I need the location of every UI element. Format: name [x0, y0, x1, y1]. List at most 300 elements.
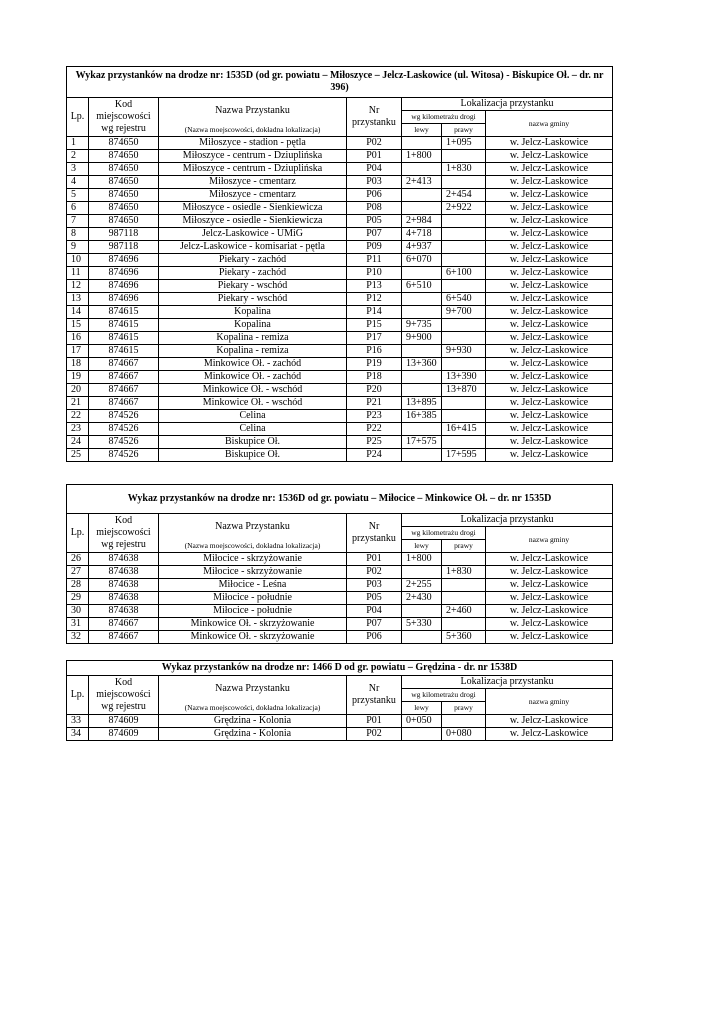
- cell-km-prawy: 13+390: [442, 371, 486, 384]
- table-row: [67, 241, 613, 254]
- header-gmina: nazwa gminy: [486, 689, 613, 715]
- cell-gmina: w. Jelcz-Laskowice: [486, 267, 613, 280]
- header-kod: Kod miejscowości wg rejestru: [89, 98, 159, 137]
- cell-nr: P03: [347, 176, 402, 189]
- cell-km-prawy: 9+930: [442, 345, 486, 358]
- cell-lp: 1: [67, 137, 89, 150]
- cell-nr: P12: [347, 293, 402, 306]
- cell-nr: P14: [347, 306, 402, 319]
- header-lokalizacja: Lokalizacja przystanku: [402, 676, 613, 689]
- cell-nazwa: Miłocice - południe: [159, 592, 347, 605]
- cell-nr: P13: [347, 280, 402, 293]
- cell-lp: 18: [67, 358, 89, 371]
- cell-nazwa: Kopalina - remiza: [159, 332, 347, 345]
- cell-gmina: w. Jelcz-Laskowice: [486, 436, 613, 449]
- table-row: [67, 280, 613, 293]
- cell-nazwa: Minkowice Oł. - zachód: [159, 371, 347, 384]
- table-row: [67, 202, 613, 215]
- header-wg-km: wg kilometrażu drogi: [402, 111, 486, 124]
- cell-km-lewy: [402, 293, 442, 306]
- cell-gmina: w. Jelcz-Laskowice: [486, 371, 613, 384]
- cell-gmina: w. Jelcz-Laskowice: [486, 410, 613, 423]
- cell-km-lewy: 17+575: [402, 436, 442, 449]
- cell-nr: P05: [347, 592, 402, 605]
- cell-nr: P02: [347, 566, 402, 579]
- cell-kod: 874650: [89, 150, 159, 163]
- cell-nazwa: Miłoszyce - stadion - pętla: [159, 137, 347, 150]
- table-title: Wykaz przystanków na drodze nr: 1536D od gr. powiatu – Miłocice – Minkowice Oł. – dr. nr 1535D: [67, 485, 613, 514]
- cell-km-prawy: [442, 715, 486, 728]
- table-row: [67, 371, 613, 384]
- cell-nazwa: Miłoszyce - centrum - Dziuplińska: [159, 163, 347, 176]
- cell-km-lewy: [402, 384, 442, 397]
- cell-nr: P05: [347, 215, 402, 228]
- cell-km-prawy: 0+080: [442, 728, 486, 741]
- table-body: [67, 553, 613, 644]
- cell-lp: 4: [67, 176, 89, 189]
- cell-km-prawy: [442, 241, 486, 254]
- cell-nazwa: Kopalina - remiza: [159, 345, 347, 358]
- cell-nazwa: Miłoszyce - cmentarz: [159, 189, 347, 202]
- cell-gmina: w. Jelcz-Laskowice: [486, 332, 613, 345]
- cell-km-prawy: 6+540: [442, 293, 486, 306]
- table-row: [67, 228, 613, 241]
- cell-nr: P01: [347, 553, 402, 566]
- cell-nazwa: Piekary - zachód: [159, 267, 347, 280]
- header-nazwa: Nazwa Przystanku: [159, 514, 347, 540]
- cell-gmina: w. Jelcz-Laskowice: [486, 293, 613, 306]
- cell-gmina: w. Jelcz-Laskowice: [486, 423, 613, 436]
- cell-lp: 16: [67, 332, 89, 345]
- cell-kod: 874638: [89, 579, 159, 592]
- cell-km-prawy: [442, 280, 486, 293]
- cell-kod: 874609: [89, 728, 159, 741]
- cell-km-prawy: 13+870: [442, 384, 486, 397]
- cell-gmina: w. Jelcz-Laskowice: [486, 202, 613, 215]
- cell-km-lewy: [402, 371, 442, 384]
- cell-km-lewy: [402, 449, 442, 462]
- cell-kod: 874667: [89, 618, 159, 631]
- cell-km-lewy: 2+413: [402, 176, 442, 189]
- cell-kod: 874696: [89, 267, 159, 280]
- cell-km-lewy: [402, 345, 442, 358]
- cell-nazwa: Jelcz-Laskowice - komisariat - pętla: [159, 241, 347, 254]
- cell-km-prawy: [442, 358, 486, 371]
- cell-km-lewy: 4+937: [402, 241, 442, 254]
- cell-kod: 874650: [89, 215, 159, 228]
- cell-kod: 874650: [89, 137, 159, 150]
- header-prawy: prawy: [442, 702, 486, 715]
- table-row: [67, 293, 613, 306]
- table-row: [67, 449, 613, 462]
- cell-km-lewy: [402, 566, 442, 579]
- cell-km-prawy: 16+415: [442, 423, 486, 436]
- cell-nazwa: Piekary - zachód: [159, 254, 347, 267]
- header-nr: Nr przystanku: [347, 98, 402, 137]
- cell-lp: 25: [67, 449, 89, 462]
- cell-km-lewy: [402, 605, 442, 618]
- cell-km-prawy: 2+454: [442, 189, 486, 202]
- cell-kod: 987118: [89, 228, 159, 241]
- header-lp: Lp.: [67, 98, 89, 137]
- cell-nr: P09: [347, 241, 402, 254]
- cell-nazwa: Kopalina: [159, 319, 347, 332]
- cell-nr: P01: [347, 715, 402, 728]
- table-row: [67, 618, 613, 631]
- table-title: Wykaz przystanków na drodze nr: 1466 D od gr. powiatu – Grędzina - dr. nr 1538D: [67, 661, 613, 676]
- cell-lp: 29: [67, 592, 89, 605]
- cell-gmina: w. Jelcz-Laskowice: [486, 358, 613, 371]
- cell-kod: 874615: [89, 332, 159, 345]
- table-row: [67, 176, 613, 189]
- cell-nazwa: Miłoszyce - cmentarz: [159, 176, 347, 189]
- header-lp: Lp.: [67, 676, 89, 715]
- cell-km-prawy: [442, 436, 486, 449]
- cell-gmina: w. Jelcz-Laskowice: [486, 163, 613, 176]
- cell-km-prawy: [442, 176, 486, 189]
- cell-gmina: w. Jelcz-Laskowice: [486, 384, 613, 397]
- cell-gmina: w. Jelcz-Laskowice: [486, 254, 613, 267]
- cell-lp: 31: [67, 618, 89, 631]
- cell-nr: P25: [347, 436, 402, 449]
- cell-nr: P21: [347, 397, 402, 410]
- cell-km-prawy: [442, 618, 486, 631]
- cell-lp: 27: [67, 566, 89, 579]
- header-nazwa-sub: (Nazwa moejscowości, dokładna lokalizacja): [159, 540, 347, 553]
- cell-gmina: w. Jelcz-Laskowice: [486, 280, 613, 293]
- table-row: [67, 579, 613, 592]
- cell-gmina: w. Jelcz-Laskowice: [486, 306, 613, 319]
- cell-gmina: w. Jelcz-Laskowice: [486, 605, 613, 618]
- cell-km-lewy: [402, 163, 442, 176]
- cell-lp: 22: [67, 410, 89, 423]
- cell-lp: 11: [67, 267, 89, 280]
- table-row: [67, 358, 613, 371]
- cell-kod: 874615: [89, 319, 159, 332]
- cell-km-prawy: 1+095: [442, 137, 486, 150]
- cell-km-lewy: [402, 306, 442, 319]
- cell-km-lewy: [402, 202, 442, 215]
- cell-lp: 23: [67, 423, 89, 436]
- cell-gmina: w. Jelcz-Laskowice: [486, 345, 613, 358]
- cell-lp: 6: [67, 202, 89, 215]
- cell-lp: 34: [67, 728, 89, 741]
- cell-kod: 874667: [89, 371, 159, 384]
- table-row: [67, 397, 613, 410]
- cell-kod: 874696: [89, 254, 159, 267]
- cell-kod: 874526: [89, 449, 159, 462]
- table-row: [67, 215, 613, 228]
- header-wg-km: wg kilometrażu drogi: [402, 527, 486, 540]
- table-row: [67, 163, 613, 176]
- cell-km-prawy: 2+460: [442, 605, 486, 618]
- cell-nazwa: Piekary - wschód: [159, 280, 347, 293]
- cell-nr: P15: [347, 319, 402, 332]
- table-row: [67, 436, 613, 449]
- cell-nazwa: Celina: [159, 423, 347, 436]
- cell-nazwa: Miłocice - skrzyżowanie: [159, 553, 347, 566]
- table-row: [67, 150, 613, 163]
- cell-kod: 874650: [89, 176, 159, 189]
- cell-km-lewy: 6+510: [402, 280, 442, 293]
- cell-lp: 24: [67, 436, 89, 449]
- cell-nr: P16: [347, 345, 402, 358]
- header-prawy: prawy: [442, 124, 486, 137]
- cell-kod: 874667: [89, 384, 159, 397]
- cell-lp: 17: [67, 345, 89, 358]
- cell-kod: 874526: [89, 410, 159, 423]
- cell-km-prawy: 1+830: [442, 566, 486, 579]
- cell-km-lewy: 6+070: [402, 254, 442, 267]
- cell-km-prawy: 5+360: [442, 631, 486, 644]
- cell-nazwa: Miłoszyce - centrum - Dziuplińska: [159, 150, 347, 163]
- header-nazwa-sub: (Nazwa moejscowości, dokładna lokalizacja): [159, 124, 347, 137]
- cell-km-prawy: [442, 254, 486, 267]
- stops-table-1536d: [66, 484, 613, 644]
- cell-km-lewy: 2+430: [402, 592, 442, 605]
- table-row: [67, 306, 613, 319]
- header-wg-km: wg kilometrażu drogi: [402, 689, 486, 702]
- header-lewy: lewy: [402, 124, 442, 137]
- cell-kod: 874615: [89, 345, 159, 358]
- header-lewy: lewy: [402, 702, 442, 715]
- cell-nazwa: Minkowice Oł. - skrzyżowanie: [159, 618, 347, 631]
- table-row: [67, 553, 613, 566]
- cell-kod: 874667: [89, 358, 159, 371]
- cell-kod: 874667: [89, 631, 159, 644]
- cell-nr: P20: [347, 384, 402, 397]
- stops-table-1535d: [66, 66, 613, 462]
- cell-nazwa: Miłoszyce - osiedle - Sienkiewicza: [159, 215, 347, 228]
- cell-km-lewy: [402, 728, 442, 741]
- cell-lp: 7: [67, 215, 89, 228]
- cell-km-prawy: [442, 319, 486, 332]
- cell-kod: 987118: [89, 241, 159, 254]
- cell-km-lewy: 13+360: [402, 358, 442, 371]
- cell-nr: P06: [347, 189, 402, 202]
- cell-nazwa: Biskupice Oł.: [159, 436, 347, 449]
- cell-km-lewy: 0+050: [402, 715, 442, 728]
- cell-km-prawy: 1+830: [442, 163, 486, 176]
- header-gmina: nazwa gminy: [486, 527, 613, 553]
- cell-lp: 28: [67, 579, 89, 592]
- cell-gmina: w. Jelcz-Laskowice: [486, 579, 613, 592]
- cell-gmina: w. Jelcz-Laskowice: [486, 228, 613, 241]
- cell-gmina: w. Jelcz-Laskowice: [486, 215, 613, 228]
- cell-kod: 874696: [89, 280, 159, 293]
- table-row: [67, 423, 613, 436]
- cell-nazwa: Miłoszyce - osiedle - Sienkiewicza: [159, 202, 347, 215]
- cell-nr: P19: [347, 358, 402, 371]
- cell-km-lewy: [402, 137, 442, 150]
- header-lewy: lewy: [402, 540, 442, 553]
- table-row: [67, 566, 613, 579]
- cell-km-prawy: [442, 215, 486, 228]
- cell-gmina: w. Jelcz-Laskowice: [486, 728, 613, 741]
- cell-gmina: w. Jelcz-Laskowice: [486, 176, 613, 189]
- cell-nr: P24: [347, 449, 402, 462]
- cell-nazwa: Grędzina - Kolonia: [159, 715, 347, 728]
- cell-km-prawy: [442, 553, 486, 566]
- cell-lp: 21: [67, 397, 89, 410]
- cell-lp: 32: [67, 631, 89, 644]
- cell-nazwa: Piekary - wschód: [159, 293, 347, 306]
- cell-lp: 15: [67, 319, 89, 332]
- table-row: [67, 592, 613, 605]
- cell-lp: 13: [67, 293, 89, 306]
- cell-km-prawy: 17+595: [442, 449, 486, 462]
- cell-nazwa: Miłocice - Leśna: [159, 579, 347, 592]
- cell-nr: P04: [347, 163, 402, 176]
- cell-kod: 874650: [89, 202, 159, 215]
- table-row: [67, 728, 613, 741]
- cell-nr: P02: [347, 728, 402, 741]
- cell-nazwa: Minkowice Oł. - wschód: [159, 384, 347, 397]
- cell-nazwa: Minkowice Oł. - skrzyżowanie: [159, 631, 347, 644]
- cell-nr: P02: [347, 137, 402, 150]
- cell-gmina: w. Jelcz-Laskowice: [486, 553, 613, 566]
- cell-lp: 19: [67, 371, 89, 384]
- cell-gmina: w. Jelcz-Laskowice: [486, 397, 613, 410]
- cell-km-lewy: [402, 189, 442, 202]
- cell-gmina: w. Jelcz-Laskowice: [486, 189, 613, 202]
- stops-table-1466d: [66, 660, 613, 741]
- cell-nr: P03: [347, 579, 402, 592]
- header-nr: Nr przystanku: [347, 514, 402, 553]
- cell-gmina: w. Jelcz-Laskowice: [486, 449, 613, 462]
- table-row: [67, 254, 613, 267]
- cell-lp: 2: [67, 150, 89, 163]
- table-row: [67, 631, 613, 644]
- table-row: [67, 189, 613, 202]
- cell-kod: 874526: [89, 436, 159, 449]
- cell-lp: 8: [67, 228, 89, 241]
- cell-kod: 874526: [89, 423, 159, 436]
- cell-lp: 10: [67, 254, 89, 267]
- cell-km-lewy: 1+800: [402, 150, 442, 163]
- cell-lp: 5: [67, 189, 89, 202]
- cell-nr: P18: [347, 371, 402, 384]
- cell-nazwa: Kopalina: [159, 306, 347, 319]
- cell-km-prawy: 2+922: [442, 202, 486, 215]
- cell-km-prawy: 9+700: [442, 306, 486, 319]
- cell-km-prawy: [442, 150, 486, 163]
- cell-kod: 874667: [89, 397, 159, 410]
- table-row: [67, 384, 613, 397]
- cell-gmina: w. Jelcz-Laskowice: [486, 618, 613, 631]
- table-title: Wykaz przystanków na drodze nr: 1535D (od gr. powiatu – Miłoszyce – Jelcz-Laskowice (ul. Witosa) - Biskupice Oł. – dr. nr 396): [67, 67, 613, 98]
- cell-kod: 874638: [89, 553, 159, 566]
- cell-gmina: w. Jelcz-Laskowice: [486, 566, 613, 579]
- cell-gmina: w. Jelcz-Laskowice: [486, 592, 613, 605]
- cell-km-prawy: [442, 228, 486, 241]
- table-row: [67, 345, 613, 358]
- cell-nr: P06: [347, 631, 402, 644]
- header-lokalizacja: Lokalizacja przystanku: [402, 514, 613, 527]
- cell-km-lewy: 1+800: [402, 553, 442, 566]
- cell-km-lewy: 5+330: [402, 618, 442, 631]
- cell-km-prawy: [442, 592, 486, 605]
- cell-gmina: w. Jelcz-Laskowice: [486, 137, 613, 150]
- header-nazwa: Nazwa Przystanku: [159, 676, 347, 702]
- cell-km-prawy: [442, 410, 486, 423]
- cell-km-lewy: 16+385: [402, 410, 442, 423]
- cell-kod: 874650: [89, 163, 159, 176]
- table-row: [67, 332, 613, 345]
- table-row: [67, 137, 613, 150]
- cell-nr: P11: [347, 254, 402, 267]
- cell-nazwa: Celina: [159, 410, 347, 423]
- cell-nr: P04: [347, 605, 402, 618]
- cell-lp: 12: [67, 280, 89, 293]
- cell-lp: 30: [67, 605, 89, 618]
- cell-nr: P10: [347, 267, 402, 280]
- header-kod: Kod miejscowości wg rejestru: [89, 676, 159, 715]
- cell-kod: 874638: [89, 592, 159, 605]
- cell-kod: 874638: [89, 566, 159, 579]
- cell-km-lewy: 9+900: [402, 332, 442, 345]
- cell-nr: P08: [347, 202, 402, 215]
- cell-kod: 874638: [89, 605, 159, 618]
- cell-nazwa: Minkowice Oł. - zachód: [159, 358, 347, 371]
- cell-km-prawy: [442, 579, 486, 592]
- table-row: [67, 410, 613, 423]
- header-lp: Lp.: [67, 514, 89, 553]
- cell-gmina: w. Jelcz-Laskowice: [486, 631, 613, 644]
- cell-lp: 14: [67, 306, 89, 319]
- cell-lp: 26: [67, 553, 89, 566]
- cell-km-lewy: [402, 267, 442, 280]
- header-lokalizacja: Lokalizacja przystanku: [402, 98, 613, 111]
- cell-km-prawy: 6+100: [442, 267, 486, 280]
- cell-nazwa: Biskupice Oł.: [159, 449, 347, 462]
- table-body: [67, 715, 613, 741]
- cell-lp: 3: [67, 163, 89, 176]
- cell-km-prawy: [442, 397, 486, 410]
- cell-nazwa: Jelcz-Laskowice - UMiG: [159, 228, 347, 241]
- cell-gmina: w. Jelcz-Laskowice: [486, 715, 613, 728]
- table-row: [67, 715, 613, 728]
- cell-nr: P07: [347, 228, 402, 241]
- cell-gmina: w. Jelcz-Laskowice: [486, 319, 613, 332]
- table-row: [67, 605, 613, 618]
- cell-km-prawy: [442, 332, 486, 345]
- cell-km-lewy: 2+255: [402, 579, 442, 592]
- cell-lp: 33: [67, 715, 89, 728]
- header-prawy: prawy: [442, 540, 486, 553]
- cell-nr: P22: [347, 423, 402, 436]
- cell-kod: 874650: [89, 189, 159, 202]
- cell-lp: 9: [67, 241, 89, 254]
- cell-km-lewy: 4+718: [402, 228, 442, 241]
- cell-nr: P23: [347, 410, 402, 423]
- header-nazwa-sub: (Nazwa moejscowości, dokładna lokalizacja): [159, 702, 347, 715]
- cell-nr: P07: [347, 618, 402, 631]
- header-kod: Kod miejscowości wg rejestru: [89, 514, 159, 553]
- cell-gmina: w. Jelcz-Laskowice: [486, 150, 613, 163]
- cell-kod: 874609: [89, 715, 159, 728]
- cell-km-lewy: [402, 631, 442, 644]
- cell-km-lewy: 2+984: [402, 215, 442, 228]
- table-body: [67, 137, 613, 462]
- cell-kod: 874615: [89, 306, 159, 319]
- header-nazwa: Nazwa Przystanku: [159, 98, 347, 124]
- cell-gmina: w. Jelcz-Laskowice: [486, 241, 613, 254]
- cell-nazwa: Miłocice - południe: [159, 605, 347, 618]
- cell-lp: 20: [67, 384, 89, 397]
- cell-km-lewy: [402, 423, 442, 436]
- cell-nazwa: Minkowice Oł. - wschód: [159, 397, 347, 410]
